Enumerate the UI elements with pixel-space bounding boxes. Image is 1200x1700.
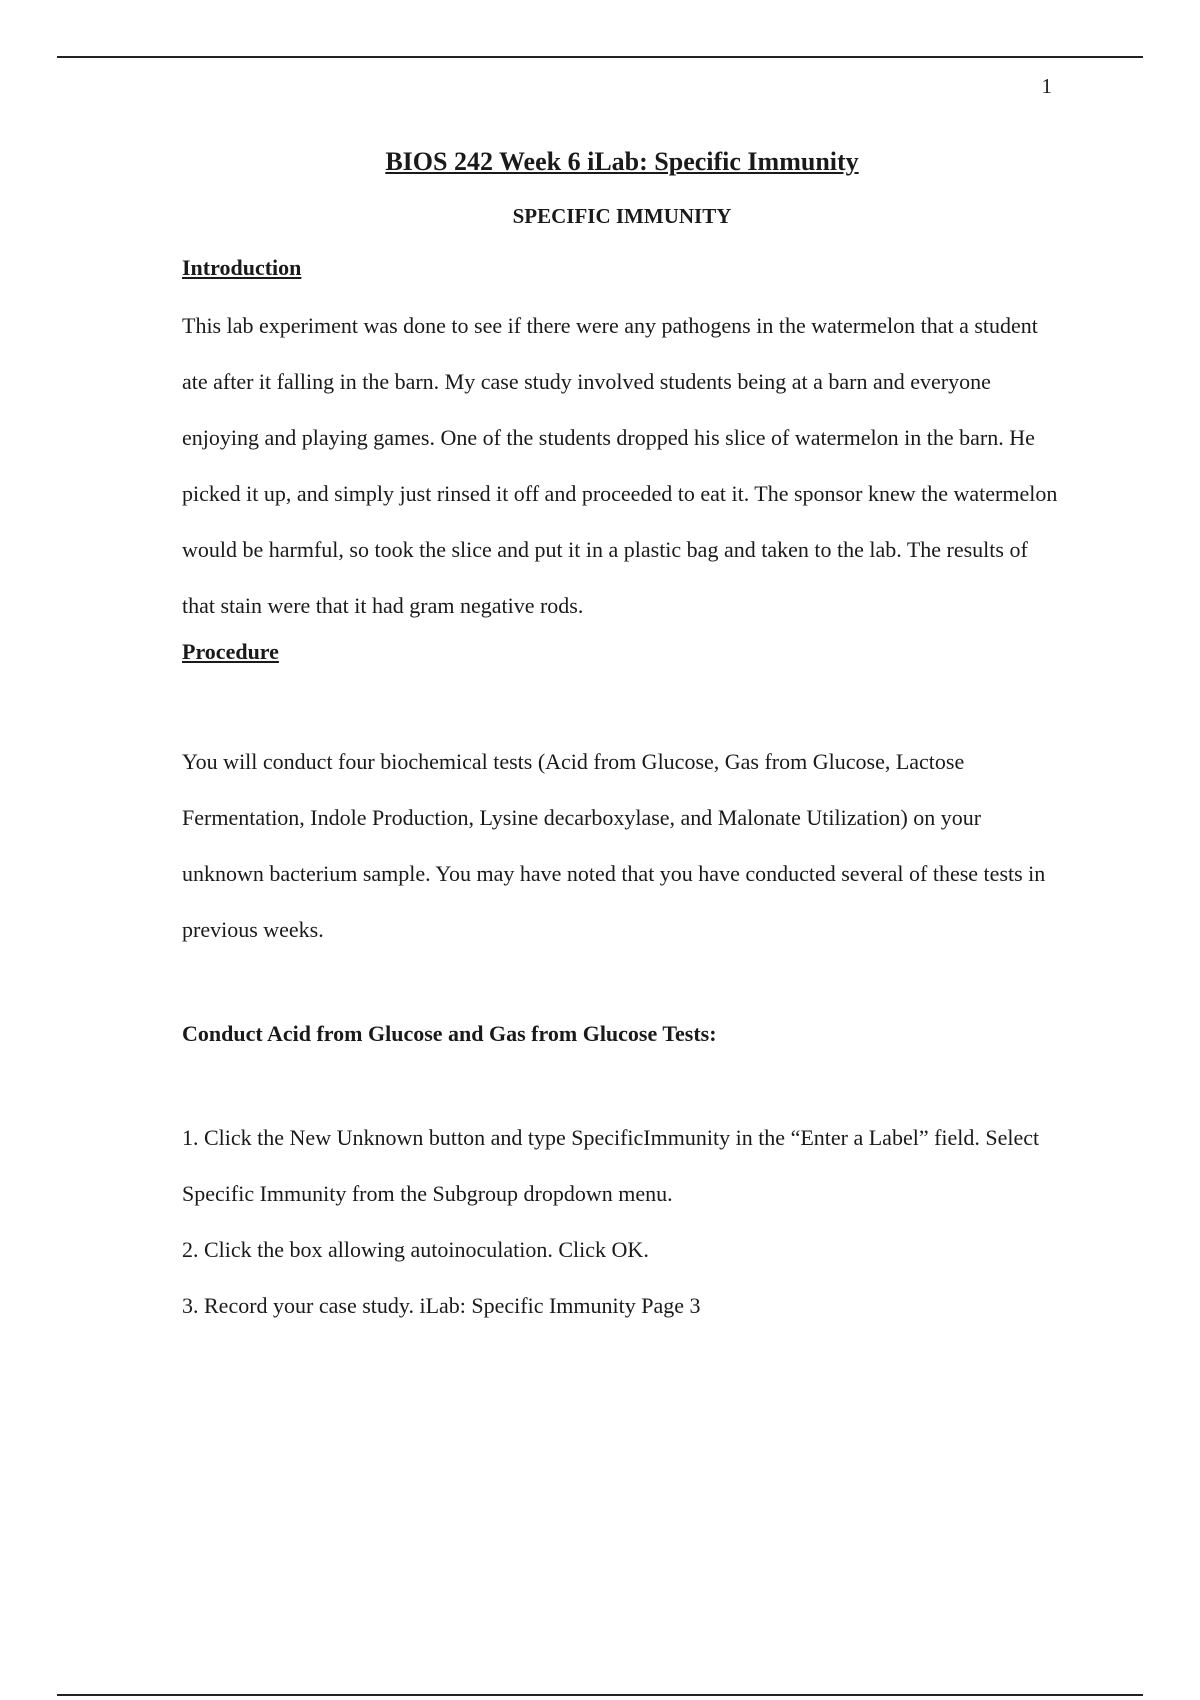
footer-rule — [57, 1694, 1143, 1696]
acid-gas-tests-heading: Conduct Acid from Glucose and Gas from Glucose Tests: — [182, 1021, 717, 1046]
header-rule — [57, 56, 1143, 58]
document-title: BIOS 242 Week 6 iLab: Specific Immunity — [385, 147, 859, 176]
blank-line — [182, 1054, 1062, 1110]
document-subtitle: SPECIFIC IMMUNITY — [512, 204, 732, 228]
procedure-step: 2. Click the box allowing autoinoculation. Click OK. — [182, 1237, 649, 1262]
blank-line — [182, 682, 1062, 734]
introduction-paragraph: This lab experiment was done to see if there were any pathogens in the watermelon that a student ate after it falling in the barn. My case study involved students being at a barn and everyone enjoying and playing games. One of the students dropped his slice of watermelon in the barn. He picked it up, and simply just rinsed it off and proceeded to eat it. The sponsor knew the watermelon would be harmful, so took the slice and put it in a plastic bag and taken to the lab. The results of that stain were that it had gram negative rods. — [182, 313, 1058, 618]
procedure-step: 3. Record your case study. iLab: Specific Immunity Page 3 — [182, 1293, 701, 1318]
procedure-paragraph: You will conduct four biochemical tests (Acid from Glucose, Gas from Glucose, Lactose Fermentation, Indole Production, Lysine decarboxylase, and Malonate Utilization) on your unknown bacterium sample. You may have noted that you have conducted several of these tests in previous weeks. — [182, 749, 1046, 942]
page-number: 1 — [1041, 74, 1052, 98]
introduction-heading: Introduction — [182, 255, 302, 280]
document-body — [182, 142, 1062, 1334]
procedure-heading: Procedure — [182, 639, 279, 664]
procedure-step: 1. Click the New Unknown button and type SpecificImmunity in the “Enter a Label” field. Select Specific Immunity from the Subgroup dropdown menu. — [182, 1125, 1040, 1206]
blank-line — [182, 958, 1062, 1014]
